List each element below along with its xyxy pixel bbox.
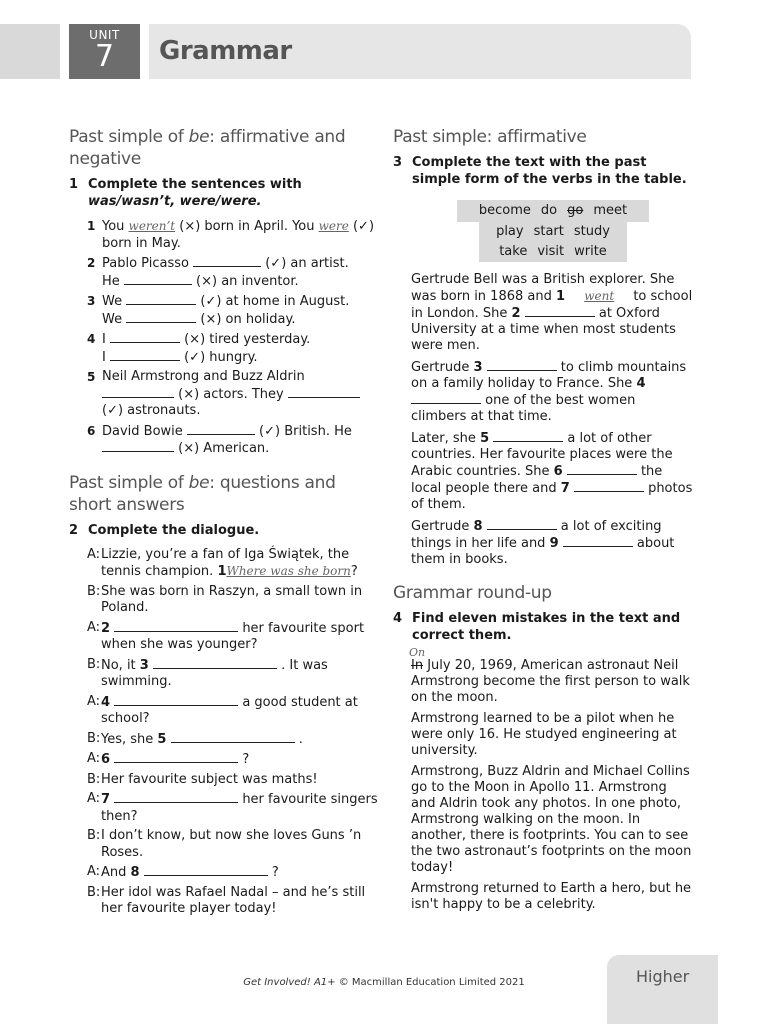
section-title-2: Past simple of be: questions and short answers <box>69 472 336 515</box>
exercise-1-instruction: 1 Complete the sentences with was/wasn’t, were/were. <box>69 177 302 209</box>
text-paragraph: Gertrude 3 to climb mountains on a family holiday to France. She 4 one of the best women climbers at that time. <box>411 360 687 424</box>
list-item: 4 I (×) tired yesterday. I (✓) hungry. <box>87 332 311 365</box>
verb: write <box>574 244 607 259</box>
text-paragraph: Later, she 5 a lot of other countries. Her favourite places were the Arabic countries. She 6 the local people there and 7 photos of them. <box>411 431 693 512</box>
exercise-4-instruction: 4 Find eleven mistakes in the text and correct them. <box>393 611 681 643</box>
section-title-1: Past simple of be: affirmative and negative <box>69 127 346 169</box>
text-paragraph: Gertrude 8 a lot of exciting things in her life and 9 about them in books. <box>411 519 675 567</box>
header-left-tab <box>0 24 60 79</box>
verb: do <box>540 203 558 218</box>
unit-badge <box>69 24 140 79</box>
exercise-1-items <box>87 218 379 458</box>
text-paragraph: Armstrong, Buzz Aldrin and Michael Collins go to the Moon in Apollo 11. Armstrong and Aldrin took any photos. In one photo, Armstrong walking on the moon. In another, there is footprints. You can to see the two astronaut’s footprints on the moon today! <box>411 764 692 875</box>
dialogue-line: B: Her favourite subject was maths! <box>87 771 318 787</box>
verb: start <box>533 224 564 239</box>
dialogue-line: B: I don’t know, but now she loves Guns ’n Roses. <box>87 828 362 860</box>
dialogue-line: A: 2 her favourite sport when she was younger? <box>87 619 365 652</box>
title-bar <box>149 24 691 79</box>
dialogue-line: B: No, it 3 . It was swimming. <box>87 656 328 689</box>
list-item: 2 Pablo Picasso (✓) an artist. He (×) an inventor. <box>87 256 349 289</box>
level-tab <box>607 955 718 1024</box>
left-column <box>69 126 379 921</box>
section-title-4: Grammar round-up <box>393 583 552 603</box>
verb: meet <box>593 203 628 218</box>
handwritten-correction: On <box>409 646 426 659</box>
dialogue-line: A: And 8 ? <box>87 864 279 880</box>
dialogue-line: A: 6 ? <box>87 751 250 767</box>
verb: play <box>496 224 524 239</box>
unit-number: 7 <box>94 39 115 74</box>
dialogue-line: A: 4 a good student at school? <box>87 693 358 726</box>
dialogue-line: B: Her idol was Rafael Nadal – and he’s still her favourite player today! <box>87 884 366 916</box>
list-item: 6 David Bowie (✓) British. He (×) American. <box>87 423 352 456</box>
exercise-2-instruction: 2 Complete the dialogue. <box>69 522 260 538</box>
list-item: 3 We (✓) at home in August. We (×) on holiday. <box>87 294 350 327</box>
list-item: 5 Neil Armstrong and Buzz Aldrin (×) actors. They (✓) astronauts. <box>87 369 379 420</box>
dialogue-line: B: Yes, she 5 . <box>87 730 303 747</box>
footer-copyright: Get Involved! A1+ © Macmillan Education Limited 2021 <box>243 977 525 988</box>
text-paragraph: Armstrong learned to be a pilot when he were only 16. He studyed engineering at university. <box>411 711 677 758</box>
dialogue-line: A: Lizzie, you’re a fan of Iga Świątek, the tennis champion. 1Where was she born? <box>87 546 358 579</box>
dialogue-line: A: 7 her favourite singers then? <box>87 791 378 824</box>
text-paragraph: On In July 20, 1969, American astronaut Neil Armstrong become the first person to walk on the moon. <box>409 646 690 705</box>
verb: take <box>499 244 528 259</box>
level-label: Higher <box>636 967 690 986</box>
right-column <box>393 126 693 913</box>
exercise-2-dialogue <box>87 547 379 918</box>
verb-crossed: go <box>567 203 584 218</box>
text-paragraph: Armstrong returned to Earth a hero, but he isn't happy to be a celebrity. <box>411 881 692 912</box>
dialogue-line: B: She was born in Raszyn, a small town in Poland. <box>87 583 363 615</box>
verb-table <box>457 200 649 262</box>
verb: visit <box>537 244 565 259</box>
verb: study <box>573 224 610 239</box>
text-paragraph: Gertrude Bell was a British explorer. She was born in 1868 and 1 went to school in London. She 2 at Oxford University at a time when most students were men. <box>411 272 693 353</box>
unit-label: UNIT <box>89 28 120 42</box>
section-title-3: Past simple: affirmative <box>393 127 587 147</box>
page-title: Grammar <box>159 36 292 66</box>
verb: become <box>478 203 531 218</box>
exercise-3-instruction: 3 Complete the text with the past simple form of the verbs in the table. <box>393 155 687 187</box>
list-item: 1 You weren’t (×) born in April. You were (✓) born in May. <box>87 219 375 251</box>
